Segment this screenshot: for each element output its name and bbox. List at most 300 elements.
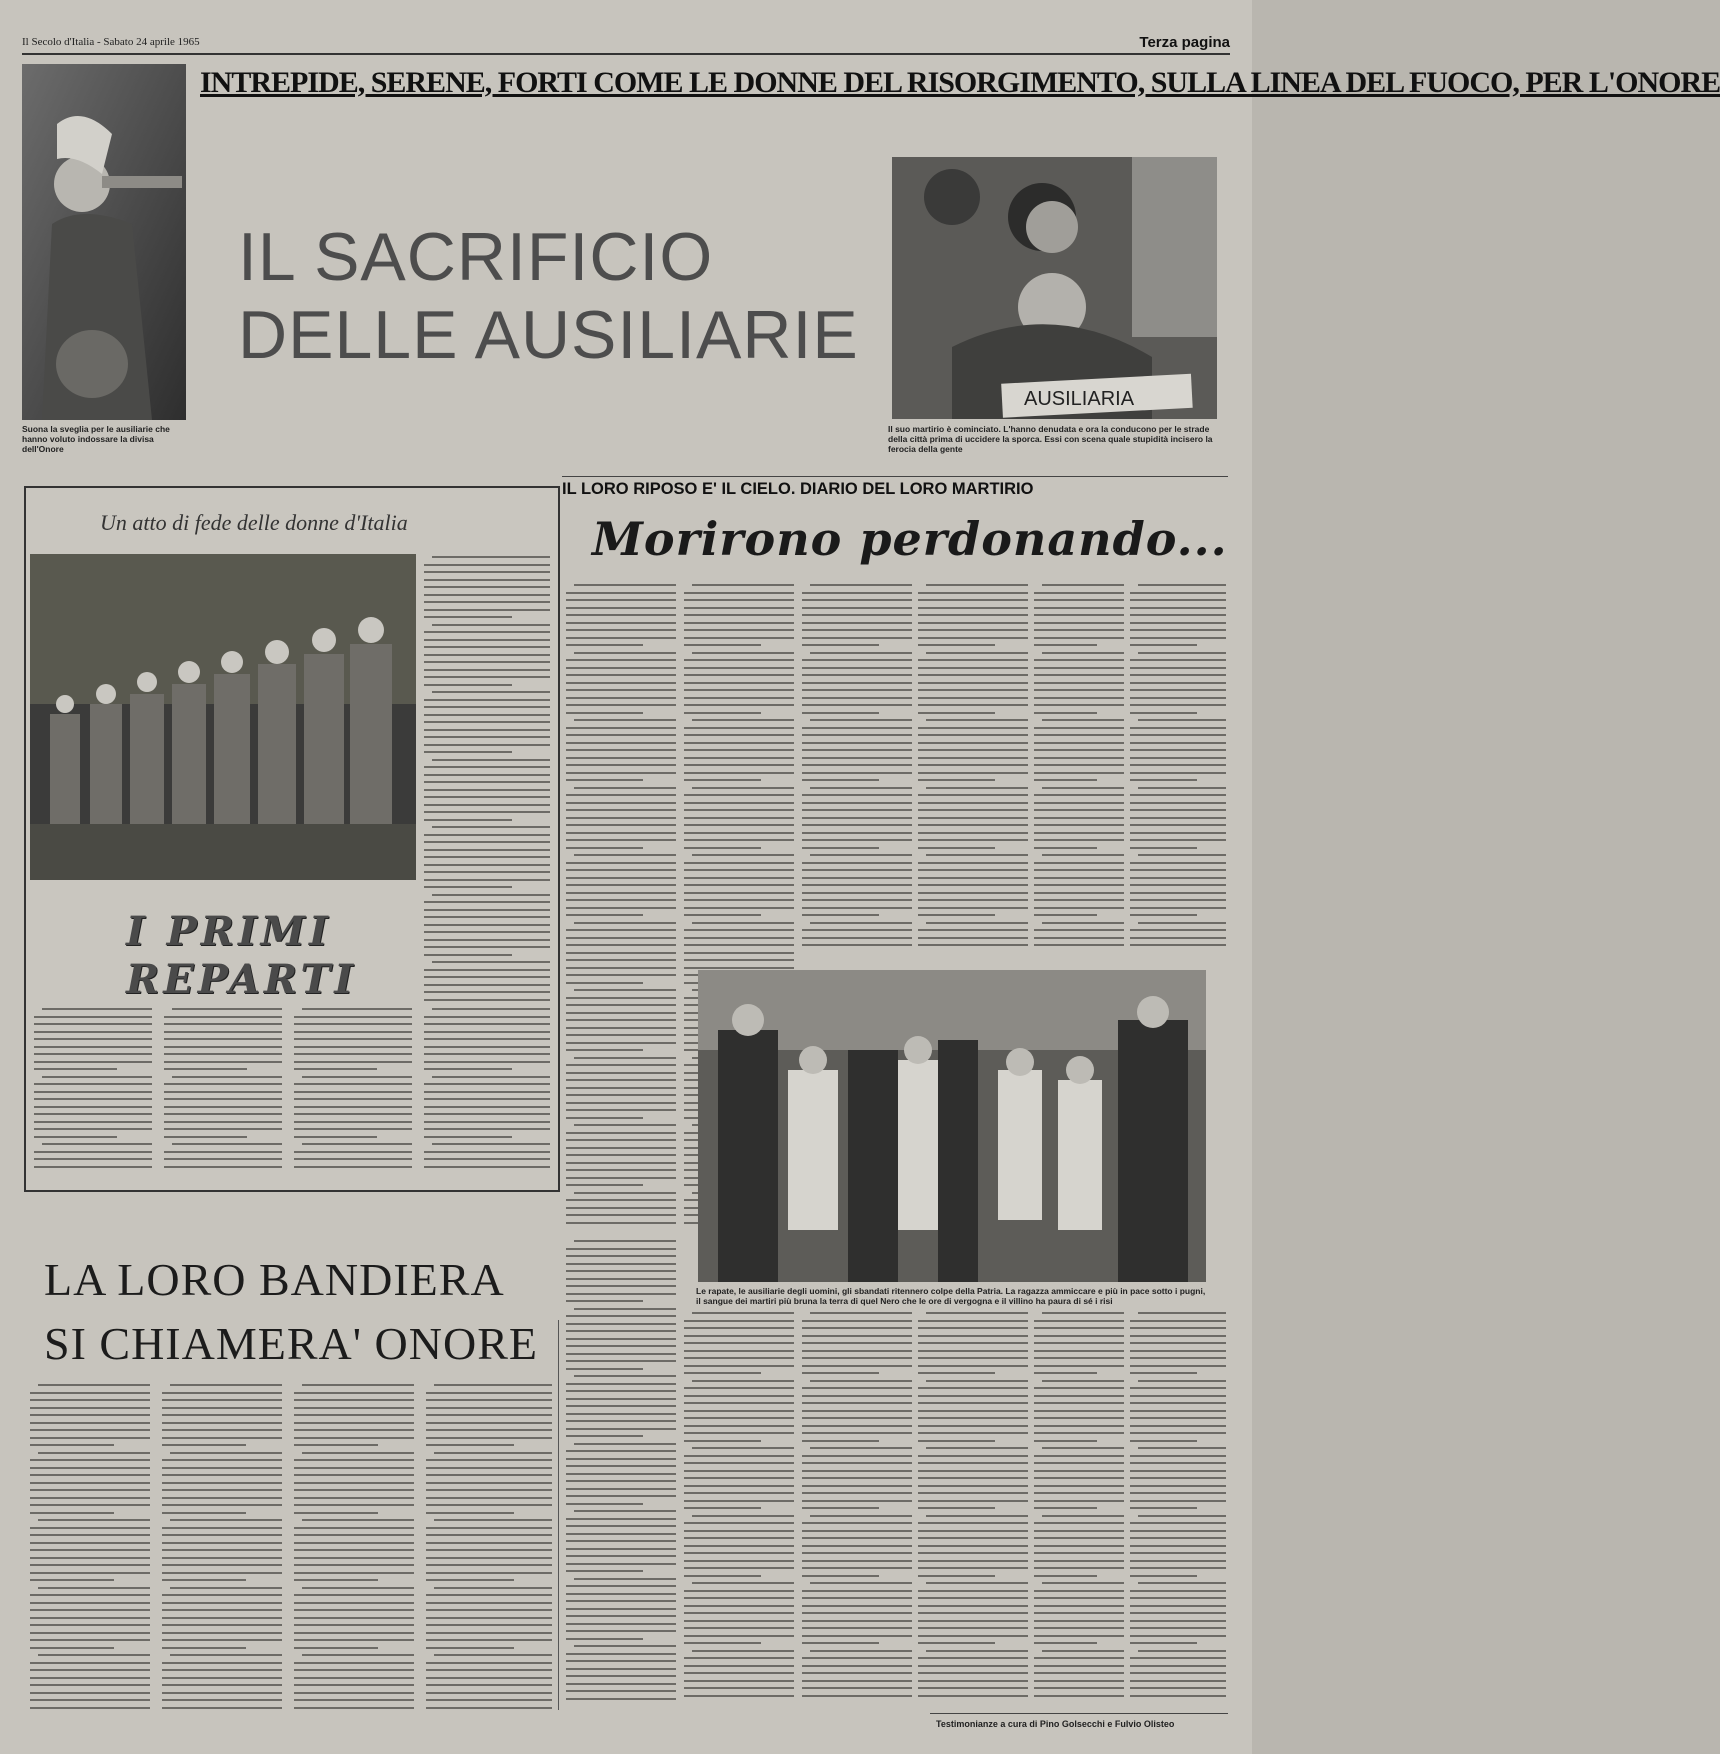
text-line (30, 1429, 150, 1431)
text-line (162, 1662, 282, 1664)
text-line (566, 682, 676, 684)
text-line (684, 1432, 794, 1434)
text-line (918, 884, 1028, 886)
text-line (294, 1572, 414, 1574)
text-line (1130, 1350, 1226, 1352)
text-line (1130, 1425, 1226, 1427)
text-line (42, 1076, 152, 1078)
text-line (424, 796, 550, 798)
text-line (574, 1057, 676, 1059)
text-line (566, 937, 676, 939)
text-line (164, 1128, 282, 1130)
text-line (424, 901, 550, 903)
text-line (918, 599, 1028, 601)
text-line (432, 624, 550, 626)
text-line (294, 1459, 414, 1461)
text-line (434, 1452, 552, 1454)
text-line (38, 1587, 150, 1589)
text-line (424, 909, 550, 911)
text-line (424, 721, 550, 723)
text-line (1130, 809, 1226, 811)
text-line (1138, 1312, 1226, 1314)
text-line (566, 1012, 676, 1014)
text-line (30, 1669, 150, 1671)
text-line (294, 1684, 414, 1686)
text-line (30, 1444, 114, 1446)
text-line (1042, 652, 1124, 654)
text-line (574, 1578, 676, 1580)
text-line (684, 1590, 794, 1592)
text-line (918, 734, 1028, 736)
text-line (30, 1414, 150, 1416)
text-line (302, 1654, 414, 1656)
text-line (918, 877, 1028, 879)
text-line (566, 944, 676, 946)
text-line (684, 1485, 794, 1487)
text-line (684, 689, 794, 691)
text-line (802, 1387, 912, 1389)
text-line (1034, 809, 1124, 811)
text-line (424, 751, 512, 753)
text-line (918, 944, 1028, 946)
text-line (802, 712, 879, 714)
text-line (684, 1657, 794, 1659)
text-line (802, 1402, 912, 1404)
text-line (918, 794, 1028, 796)
text-line (162, 1399, 282, 1401)
text-line (918, 1567, 1028, 1569)
text-line (566, 1465, 676, 1467)
text-line (424, 564, 550, 566)
text-line (1034, 1327, 1124, 1329)
text-line (802, 1657, 912, 1659)
text-line (918, 1672, 1028, 1674)
text-line (34, 1046, 152, 1048)
text-line (802, 839, 912, 841)
text-line (1138, 1447, 1226, 1449)
text-line (566, 764, 676, 766)
text-line (566, 1338, 676, 1340)
text-line (918, 1575, 995, 1577)
text-line (432, 1008, 550, 1010)
text-line (1034, 742, 1124, 744)
text-line (34, 1083, 152, 1085)
text-line (424, 781, 550, 783)
text-line (802, 1522, 912, 1524)
text-line (1034, 637, 1124, 639)
text-line (1130, 734, 1226, 736)
crowd-photo (698, 970, 1206, 1282)
text-line (566, 1353, 676, 1355)
text-line (162, 1684, 282, 1686)
text-line (810, 1650, 912, 1652)
text-line (1042, 584, 1124, 586)
text-line (566, 1683, 676, 1685)
text-line (692, 854, 794, 856)
text-line (30, 1617, 150, 1619)
crowd-photo-image (698, 970, 1206, 1282)
text-line (684, 757, 794, 759)
text-line (164, 1098, 282, 1100)
text-line (424, 924, 550, 926)
text-line (802, 817, 912, 819)
text-line (302, 1587, 414, 1589)
text-line (918, 674, 1028, 676)
lineup-photo-image (30, 554, 416, 880)
text-line (424, 676, 550, 678)
text-line (802, 884, 912, 886)
text-line (1034, 1492, 1124, 1494)
text-line (1034, 802, 1124, 804)
text-line (802, 1680, 912, 1682)
text-line (1034, 1320, 1124, 1322)
text-line (170, 1654, 282, 1656)
text-line (802, 667, 912, 669)
top-rule (22, 53, 1230, 55)
text-line (426, 1549, 552, 1551)
right-bottom-col-1 (566, 1240, 676, 1705)
text-line (566, 1405, 676, 1407)
text-line (34, 1068, 117, 1070)
text-line (1042, 1312, 1124, 1314)
text-line (1034, 1462, 1124, 1464)
text-line (294, 1512, 378, 1514)
text-line (918, 1687, 1028, 1689)
text-line (918, 1522, 1028, 1524)
text-line (802, 1642, 879, 1644)
text-line (34, 1106, 152, 1108)
text-line (566, 1668, 676, 1670)
text-line (424, 1038, 550, 1040)
text-line (684, 1395, 794, 1397)
text-line (566, 1094, 676, 1096)
text-line (802, 764, 912, 766)
text-line (566, 734, 676, 736)
text-line (294, 1422, 414, 1424)
text-line (426, 1527, 552, 1529)
text-line (802, 757, 912, 759)
text-line (684, 779, 761, 781)
text-line (424, 976, 550, 978)
text-line (30, 1662, 150, 1664)
text-line (1130, 1522, 1226, 1524)
text-line (30, 1564, 150, 1566)
text-line (1130, 1657, 1226, 1659)
text-line (684, 1500, 794, 1502)
text-line (566, 622, 676, 624)
text-line (566, 1555, 676, 1557)
text-line (424, 1046, 550, 1048)
text-line (1130, 899, 1226, 901)
text-line (30, 1684, 150, 1686)
text-line (34, 1121, 152, 1123)
text-line (30, 1392, 150, 1394)
text-line (30, 1677, 150, 1679)
text-line (810, 584, 912, 586)
text-line (294, 1068, 377, 1070)
text-line (424, 931, 550, 933)
text-line (162, 1504, 282, 1506)
text-line (684, 944, 794, 946)
text-line (30, 1474, 150, 1476)
text-line (34, 1016, 152, 1018)
text-line (566, 1615, 676, 1617)
text-line (566, 884, 676, 886)
text-line (172, 1143, 282, 1145)
left-box-col-right (424, 556, 550, 1006)
text-line (294, 1151, 412, 1153)
text-line (1034, 1425, 1124, 1427)
text-line (164, 1068, 247, 1070)
text-line (566, 1570, 643, 1572)
text-line (802, 1320, 912, 1322)
text-line (424, 1121, 550, 1123)
text-line (684, 1335, 794, 1337)
text-line (1130, 1432, 1226, 1434)
faith-heading: Un atto di fede delle donne d'Italia (100, 510, 408, 535)
text-line (802, 1672, 912, 1674)
text-line (684, 862, 794, 864)
text-line (918, 802, 1028, 804)
text-line (294, 1594, 414, 1596)
text-line (802, 1695, 912, 1697)
text-line (566, 1072, 676, 1074)
bandiera-line1: LA LORO BANDIERA (44, 1254, 505, 1305)
text-line (1034, 1642, 1097, 1644)
text-line (684, 1507, 761, 1509)
text-line (1130, 607, 1226, 609)
text-line (164, 1136, 247, 1138)
text-line (426, 1602, 552, 1604)
text-line (30, 1549, 150, 1551)
text-line (566, 779, 643, 781)
text-line (1034, 1372, 1097, 1374)
text-line (1130, 802, 1226, 804)
text-line (684, 847, 761, 849)
text-line (684, 772, 794, 774)
text-line (170, 1452, 282, 1454)
text-line (302, 1143, 412, 1145)
text-line (918, 1320, 1028, 1322)
text-line (30, 1497, 150, 1499)
text-line (1034, 892, 1124, 894)
text-line (918, 1552, 1028, 1554)
text-line (162, 1677, 282, 1679)
text-line (802, 1440, 879, 1442)
text-line (38, 1654, 150, 1656)
text-line (426, 1617, 552, 1619)
text-line (1130, 1335, 1226, 1337)
text-line (566, 1563, 676, 1565)
text-line (426, 1632, 552, 1634)
text-line (802, 674, 912, 676)
text-line (684, 1560, 794, 1562)
text-line (1130, 914, 1197, 916)
text-line (424, 1061, 550, 1063)
text-line (566, 1285, 676, 1287)
text-line (426, 1444, 514, 1446)
text-line (34, 1151, 152, 1153)
text-line (566, 1608, 676, 1610)
text-line (424, 871, 550, 873)
text-line (1138, 652, 1226, 654)
text-line (684, 1635, 794, 1637)
text-line (1042, 922, 1124, 924)
right-bottom-col-2 (684, 1312, 794, 1702)
text-line (566, 1360, 676, 1362)
text-line (172, 1076, 282, 1078)
text-line (426, 1707, 552, 1709)
text-line (162, 1692, 282, 1694)
text-line (424, 999, 550, 1001)
text-line (426, 1662, 552, 1664)
text-line (918, 1455, 1028, 1457)
text-line (802, 1575, 879, 1577)
text-line (802, 1590, 912, 1592)
text-line (1034, 1530, 1124, 1532)
text-line (684, 959, 794, 961)
text-line (294, 1407, 414, 1409)
text-line (1138, 854, 1226, 856)
text-line (802, 1560, 912, 1562)
text-line (426, 1624, 552, 1626)
text-line (692, 1312, 794, 1314)
text-line (34, 1158, 152, 1160)
text-line (684, 1552, 794, 1554)
text-line (566, 974, 676, 976)
text-line (426, 1399, 552, 1401)
text-line (294, 1549, 414, 1551)
text-line (162, 1594, 282, 1596)
column-divider-main (558, 1320, 559, 1710)
text-line (692, 719, 794, 721)
text-line (302, 1076, 412, 1078)
text-line (1130, 1627, 1226, 1629)
text-line (164, 1023, 282, 1025)
text-line (164, 1158, 282, 1160)
text-line (302, 1384, 414, 1386)
text-line (38, 1452, 150, 1454)
text-line (802, 1372, 879, 1374)
text-line (1130, 674, 1226, 676)
text-line (918, 1627, 1028, 1629)
text-line (918, 929, 1028, 931)
text-line (684, 697, 794, 699)
text-line (802, 1635, 912, 1637)
text-line (684, 1440, 761, 1442)
text-line (566, 1473, 676, 1475)
text-line (918, 1425, 1028, 1427)
text-line (684, 929, 794, 931)
text-line (162, 1482, 282, 1484)
text-line (294, 1016, 412, 1018)
text-line (802, 847, 879, 849)
text-line (684, 629, 794, 631)
text-line (684, 599, 794, 601)
text-line (684, 1372, 761, 1374)
text-line (1034, 1657, 1124, 1659)
soldiers-photo-image (892, 157, 1217, 419)
text-line (1130, 832, 1226, 834)
text-line (1034, 599, 1124, 601)
text-line (566, 1413, 676, 1415)
text-line (164, 1106, 282, 1108)
text-line (164, 1091, 282, 1093)
text-line (566, 772, 676, 774)
text-line (30, 1407, 150, 1409)
text-line (164, 1121, 282, 1123)
text-line (566, 824, 676, 826)
text-line (802, 1530, 912, 1532)
text-line (30, 1579, 114, 1581)
text-line (918, 832, 1028, 834)
primi-line1: I PRIMI (126, 908, 332, 955)
text-line (1130, 1417, 1226, 1419)
text-line (30, 1467, 150, 1469)
text-line (294, 1677, 414, 1679)
text-line (918, 847, 995, 849)
right-col-1 (566, 584, 676, 1229)
text-line (566, 907, 676, 909)
bottom-col-2 (162, 1384, 282, 1714)
text-line (426, 1459, 552, 1461)
text-line (802, 689, 912, 691)
text-line (566, 1660, 676, 1662)
text-line (294, 1497, 414, 1499)
text-line (426, 1429, 552, 1431)
text-line (566, 1488, 676, 1490)
text-line (1034, 1417, 1124, 1419)
text-line (424, 736, 550, 738)
right-col-6 (1130, 584, 1226, 952)
text-line (424, 1083, 550, 1085)
main-title-line1: IL SACRIFICIO (238, 219, 714, 295)
text-line (574, 584, 676, 586)
text-line (1034, 667, 1124, 669)
text-line (684, 1477, 794, 1479)
text-line (426, 1422, 552, 1424)
text-line (162, 1564, 282, 1566)
text-line (1138, 719, 1226, 721)
text-line (918, 1410, 1028, 1412)
text-line (802, 1335, 912, 1337)
text-line (1130, 817, 1226, 819)
text-line (1130, 779, 1197, 781)
text-line (684, 1417, 794, 1419)
text-line (684, 682, 794, 684)
soldiers-photo (892, 157, 1217, 419)
text-line (566, 1383, 676, 1385)
text-line (424, 946, 550, 948)
text-line (918, 899, 1028, 901)
text-line (684, 622, 794, 624)
text-line (1034, 1507, 1097, 1509)
text-line (810, 1380, 912, 1382)
text-line (1034, 682, 1124, 684)
text-line (566, 809, 676, 811)
text-line (566, 1600, 676, 1602)
text-line (1034, 614, 1124, 616)
text-line (566, 877, 676, 879)
text-line (566, 1184, 643, 1186)
text-line (684, 1627, 794, 1629)
text-line (802, 1605, 912, 1607)
text-line (574, 1645, 676, 1647)
bandiera-line2: SI CHIAMERA' ONORE (44, 1318, 538, 1369)
text-line (1138, 1650, 1226, 1652)
text-line (802, 607, 912, 609)
text-line (1034, 712, 1097, 714)
